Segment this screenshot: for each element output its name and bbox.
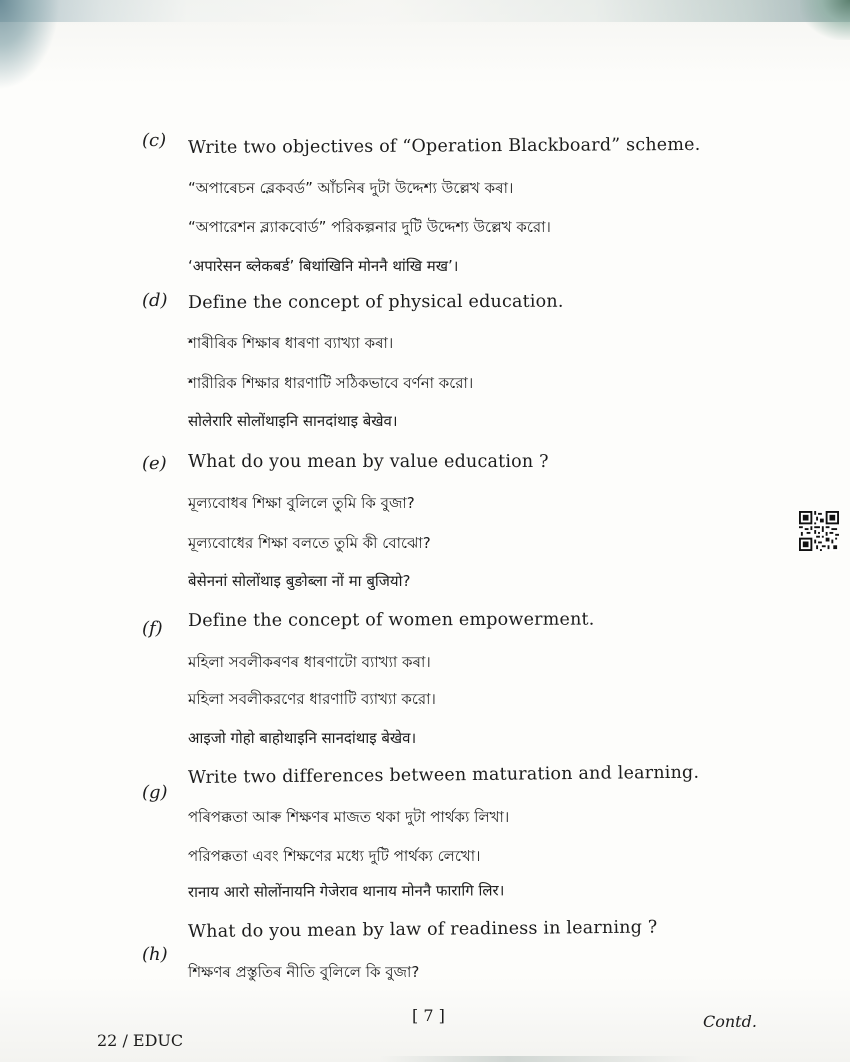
question-text-english: Write two differences between maturation and learning. bbox=[187, 762, 700, 788]
continued-label: Contd. bbox=[703, 1012, 757, 1031]
question-text-english: What do you mean by law of readiness in learning ? bbox=[187, 917, 658, 942]
question-label: (e) bbox=[142, 453, 167, 474]
scan-edge-top bbox=[0, 0, 850, 22]
scan-edge-top-right bbox=[800, 0, 850, 40]
question-text-assamese: শাৰীৰিক শিক্ষাৰ ধাৰণা ব্যাখ্যা কৰা। bbox=[188, 334, 394, 352]
question-text-bodo: रानाय आरो सोलोंनायनि गेजेराव थानाय मोननै फारागि लिर। bbox=[187, 881, 505, 901]
question-text-assamese: মহিলা সবলীকৰণৰ ধাৰণাটো ব্যাখ্যা কৰা। bbox=[188, 653, 431, 671]
qr-code-icon bbox=[799, 511, 839, 551]
question-text-bengali: শারীরিক শিক্ষার ধারণাটি সঠিকভাবে বর্ণনা করো। bbox=[188, 374, 474, 392]
question-text-bodo: ‘अपारेसन ब्लेकबर्ड’ बिथांखिनि मोननै थांखि मख’। bbox=[188, 257, 459, 275]
question-label: (f) bbox=[142, 618, 163, 639]
question-text-assamese: পৰিপক্কতা আৰু শিক্ষণৰ মাজত থকা দুটা পাৰ্থক্য লিখা। bbox=[188, 808, 510, 826]
question-text-bengali: মূল্যবোধের শিক্ষা বলতে তুমি কী বোঝো? bbox=[188, 534, 431, 552]
question-label: (d) bbox=[142, 290, 168, 311]
question-text-english: What do you mean by value education ? bbox=[188, 452, 549, 472]
question-label: (c) bbox=[142, 130, 167, 151]
question-label: (g) bbox=[142, 782, 168, 803]
question-text-assamese: “অপাৰেচন ব্লেকবৰ্ড” আঁচনিৰ দুটা উদ্দেশ্য উল্লেখ কৰা। bbox=[188, 179, 514, 197]
question-text-assamese: শিক্ষণৰ প্ৰস্তুতিৰ নীতি বুলিলে কি বুজা? bbox=[188, 963, 420, 981]
question-text-bengali: মহিলা সবলীকরণের ধারণাটি ব্যাখ্যা করো। bbox=[188, 690, 436, 708]
question-label: (h) bbox=[142, 944, 168, 965]
question-text-english: Write two objectives of “Operation Blackboard” scheme. bbox=[187, 134, 701, 158]
question-text-english: Define the concept of women empowerment. bbox=[187, 609, 595, 631]
question-text-bodo: बेसेननां सोलोंथाइ बुङोब्ला नों मा बुजियो? bbox=[188, 572, 411, 590]
question-text-bodo: सोलेरारि सोलोंथाइनि सानदांथाइ बेखेव। bbox=[188, 412, 398, 430]
question-text-bodo: आइजो गोहो बाहोथाइनि सानदांथाइ बेखेव। bbox=[188, 729, 417, 747]
scan-edge-bottom bbox=[380, 1056, 700, 1062]
page-number: [ 7 ] bbox=[412, 1006, 445, 1025]
question-text-bengali: “অপারেশন ব্ল্যাকবোর্ড” পরিকল্পনার দুটি উদ্দেশ্য উল্লেখ করো। bbox=[188, 218, 551, 236]
question-text-bengali: পরিপক্কতা এবং শিক্ষণের মধ্যে দুটি পার্থক্য লেখো। bbox=[188, 847, 481, 865]
question-text-assamese: মূল্যবোধৰ শিক্ষা বুলিলে তুমি কি বুজা? bbox=[188, 494, 415, 512]
paper-code: 22 / EDUC bbox=[97, 1031, 184, 1050]
scan-edge-top-left bbox=[0, 0, 60, 90]
question-text-english: Define the concept of physical education. bbox=[187, 291, 564, 313]
